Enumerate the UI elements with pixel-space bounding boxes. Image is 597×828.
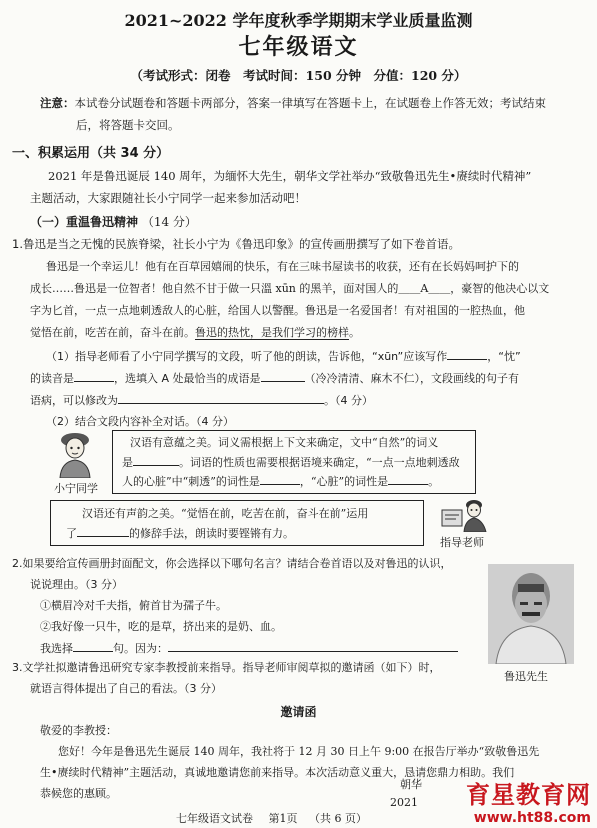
q2-option-2: ②我好像一只牛，吃的是草，挤出来的是奶、血。 <box>40 620 282 633</box>
answer-blank-xun[interactable] <box>447 347 487 360</box>
notice <box>40 95 546 112</box>
q1-sub1-line3 <box>30 391 373 409</box>
bubble1-line1: 汉语有意蕴之美。词义需根据上下文来确定，文中“自然”的词义 <box>130 436 439 449</box>
sub1-text-c: 的读音是 <box>30 372 74 385</box>
q1-sub1-line2 <box>30 369 519 387</box>
student-avatar-icon <box>54 430 96 478</box>
letter-salutation: 敬爱的李教授： <box>40 724 117 737</box>
letter-body-1: 您好！今年是鲁迅先生诞辰 140 周年，我社将于 12 月 30 日上午 9:00 在报告厅举办“致敬鲁迅先 <box>58 745 540 758</box>
q1-passage-3: 字为匕首，一点一点地刺透敌人的心脏，给国人以警醒。鲁迅是一名爱国者！有对祖国的一腔热血，他 <box>30 304 525 317</box>
notice-text-1: 本试卷分试题卷和答题卡两部分，答案一律填写在答题卡上，在试题卷上作答无效；考试结束 <box>74 96 546 110</box>
letter-body-2: 生•赓续时代精神”主题活动，真诚地邀请您前来指导。本次活动意义重大，恳请您鼎力相助。我们 <box>40 766 515 779</box>
q2-stem-1: 2.如果要给宣传画册封面配文，你会选择以下哪句名言？请结合卷首语以及对鲁迅的认识， <box>12 557 452 570</box>
q1-sub1-line1 <box>46 347 521 365</box>
answer-blank-reason[interactable] <box>168 639 458 652</box>
q1-passage-1: 鲁迅是一个幸运儿！他有在百草园嬉闹的快乐，有在三味书屋读书的收获，还有在长妈妈呵护下的 <box>46 260 519 273</box>
q3-stem-2: 就语言得体提出了自己的看法。（3 分） <box>30 682 222 695</box>
letter-sign-date: 2021 <box>390 796 418 809</box>
answer-blank-pos-citou[interactable] <box>260 472 300 485</box>
teacher-avatar-icon <box>440 496 490 532</box>
page-footer <box>176 810 367 826</box>
bubble1-text-b: 。词语的性质也需要根据语境来确定，“一点一点地刺透敌 <box>179 456 460 469</box>
bubble2-text-a: 了 <box>66 527 77 540</box>
q2-stem-2: 说说理由。（3 分） <box>30 578 123 591</box>
answer-blank-meaning[interactable] <box>133 453 179 466</box>
bubble2-line1: 汉语还有声韵之美。“觉悟在前，吃苦在前，奋斗在前”运用 <box>82 507 369 520</box>
answer-blank-pos-xinzang[interactable] <box>388 472 428 485</box>
teacher-label: 指导老师 <box>440 536 484 549</box>
bubble1-line2 <box>122 453 460 471</box>
section-heading: 一、积累运用（共 34 分） <box>12 146 170 161</box>
section-intro-1: 2021 年是鲁迅诞辰 140 周年，为缅怀大先生，朝华文学社举办“致敬鲁迅先生•赓续时代精神” <box>48 169 532 183</box>
footer-subject: 七年级语文试卷 <box>176 812 253 825</box>
bubble1-text-d: ，“心脏”的词性是 <box>299 475 389 488</box>
bubble1-text-c: 人的心脏”中“刺透”的词性是 <box>122 475 260 488</box>
page-title: 七年级语文 <box>238 34 359 60</box>
answer-blank-rhetoric[interactable] <box>77 524 129 537</box>
footer-total: （共 6 页） <box>309 812 367 825</box>
bubble2-line2 <box>66 524 294 542</box>
sub-heading-points: （14 分） <box>141 215 197 229</box>
answer-blank-choice[interactable] <box>73 639 113 652</box>
sub1-text-a: （1）指导老师看了小宁同学撰写的文段，听了他的朗读，告诉他，“xūn”应该写作 <box>46 350 448 363</box>
notice-label: 注意： <box>40 96 75 110</box>
bubble1-line3 <box>122 472 439 490</box>
letter-title: 邀请函 <box>280 705 317 719</box>
sub1-text-f: 语病，可以修改为 <box>30 394 118 407</box>
bubble2-text-b: 的修辞手法，朗读时要铿锵有力。 <box>129 527 294 540</box>
q2-answer-b: 句。因为： <box>113 642 168 655</box>
student-label: 小宁同学 <box>54 482 98 495</box>
sub1-text-e: （冷冷清清、麻木不仁），文段画线的句子有 <box>304 372 520 385</box>
photo-caption: 鲁迅先生 <box>504 670 548 683</box>
q1-sub2: （2）结合文段内容补全对话。（4 分） <box>46 415 234 428</box>
sub1-text-g: 。（4 分） <box>324 394 373 407</box>
passage-end: 。 <box>349 326 360 339</box>
watermark-url: www.ht88.com <box>473 810 591 826</box>
q2-answer-line <box>40 639 458 657</box>
notice-text-2: 后，将答题卡交回。 <box>76 118 180 132</box>
sub-heading-title: （一）重温鲁迅精神 <box>30 215 139 229</box>
exam-series-title: 2021~2022 学年度秋季学期期末学业质量监测 <box>124 11 473 30</box>
passage-underlined-sentence: 鲁迅的热忱，是我们学习的榜样 <box>195 326 349 339</box>
sub1-text-b: ，“忱” <box>487 350 521 363</box>
q2-answer-a: 我选择 <box>40 642 73 655</box>
passage-plain: 觉悟在前，吃苦在前，奋斗在前。 <box>30 326 195 339</box>
bubble1-text-e: 。 <box>428 475 440 488</box>
q1-passage-2: 成长……鲁迅是一位智者！他自然不甘于做一只溫 xūn 的黑羊，面对国人的＿＿A＿＿，豪智的他决心以文 <box>30 282 550 295</box>
footer-page: 第1页 <box>268 812 298 825</box>
sub1-text-d: ，选填入 A 处最恰当的成语是 <box>114 372 261 385</box>
bubble1-text-a: 是 <box>122 456 133 469</box>
watermark-name: 育星教育网 <box>466 781 591 809</box>
letter-body-3: 恭候您的惠顾。 <box>40 787 117 800</box>
luxun-portrait-image <box>488 564 574 664</box>
q1-stem: 1.鲁迅是当之无愧的民族脊梁，社长小宁为《鲁迅印象》的宣传画册撰写了如下卷首语。 <box>12 237 460 251</box>
q3-stem-1: 3.文学社拟邀请鲁迅研究专家李教授前来指导。指导老师审阅草拟的邀请函（如下）时， <box>12 661 441 674</box>
q1-passage-4 <box>30 324 360 341</box>
answer-blank-chen[interactable] <box>74 369 114 382</box>
answer-blank-idiom[interactable] <box>261 369 305 382</box>
answer-blank-revision[interactable] <box>118 391 324 404</box>
q2-option-1: ①横眉冷对千夫指，俯首甘为孺子牛。 <box>40 599 227 612</box>
exam-info: （考试形式：闭卷 考试时间：150 分钟 分值：120 分） <box>130 68 467 83</box>
site-watermark <box>466 775 591 826</box>
sub-heading <box>30 213 197 230</box>
letter-sign-org: 朝华 <box>400 778 422 791</box>
section-intro-2: 主题活动，大家跟随社长小宁同学一起来参加活动吧！ <box>30 191 306 205</box>
